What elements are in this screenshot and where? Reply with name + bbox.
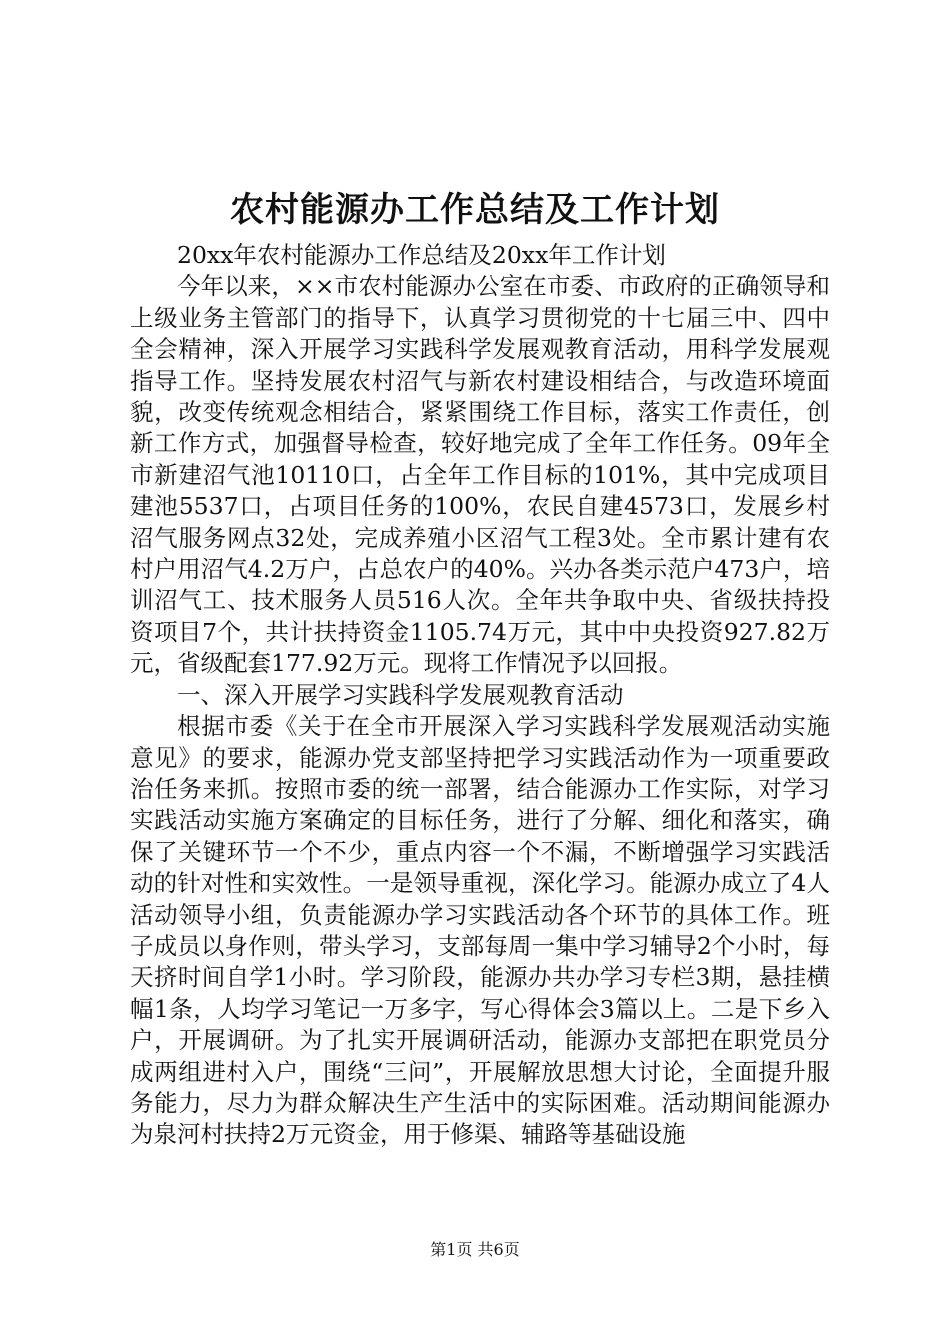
section-heading: 一、深入开展学习实践科学发展观教育活动 bbox=[177, 680, 624, 709]
subtitle-paragraph: 20xx年农村能源办工作总结及20xx年工作计划 bbox=[177, 241, 666, 269]
document-body bbox=[130, 240, 830, 1151]
page-footer: 第1页 共6页 bbox=[430, 1240, 520, 1259]
intro-paragraph: 今年以来，××市农村能源办公室在市委、市政府的正确领导和上级业务主管部门的指导下，认真学习贯彻党的十七届三中、四中全会精神，深入开展学习实践科学发展观教育活动，用科学发展观指导工作。坚持发展农村沼气与新农村建设相结合，与改造环境面貌，改变传统观念相结合，紧紧围绕工作目标，落实工作责任，创新工作方式，加强督导检查，较好地完成了全年工作任务。09年全市新建沼气池10110口，占全年工作目标的101%，其中完成项目建池5537口，占项目任务的100%，农民自建4573口，发展乡村沼气服务网点32处，完成养殖小区沼气工程3处。全市累计建有农村户用沼气4.2万户，占总农户的40%。兴办各类示范户473户，培训沼气工、技术服务人员516人次。全年共争取中央、省级扶持投资项目7个，共计扶持资金1105.74万元，其中中央投资927.82万元，省级配套177.92万元。现将工作情况予以回报。 bbox=[130, 272, 830, 678]
section-paragraph: 根据市委《关于在全市开展深入学习实践科学发展观活动实施意见》的要求，能源办党支部坚持把学习实践活动作为一项重要政治任务来抓。按照市委的统一部署，结合能源办工作实际，对学习实践活动实施方案确定的目标任务，进行了分解、细化和落实，确保了关键环节一个不少，重点内容一个不漏，不断增强学习实践活动的针对性和实效性。一是领导重视，深化学习。能源办成立了4人活动领导小组，负责能源办学习实践活动各个环节的具体工作。班子成员以身作则，带头学习，支部每周一集中学习辅导2个小时，每天挤时间自学1小时。学习阶段，能源办共办学习专栏3期，悬挂横幅1条，人均学习笔记一万多字，写心得体会3篇以上。二是下乡入户，开展调研。为了扎实开展调研活动，能源办支部把在职党员分成两组进村入户，围绕“三问”，开展解放思想大讨论，全面提升服务能力，尽力为群众解决生产生活中的实际困难。活动期间能源办为泉河村扶持2万元资金，用于修渠、辅路等基础设施 bbox=[130, 712, 830, 1149]
document-title: 农村能源办工作总结及工作计划 bbox=[230, 190, 720, 230]
